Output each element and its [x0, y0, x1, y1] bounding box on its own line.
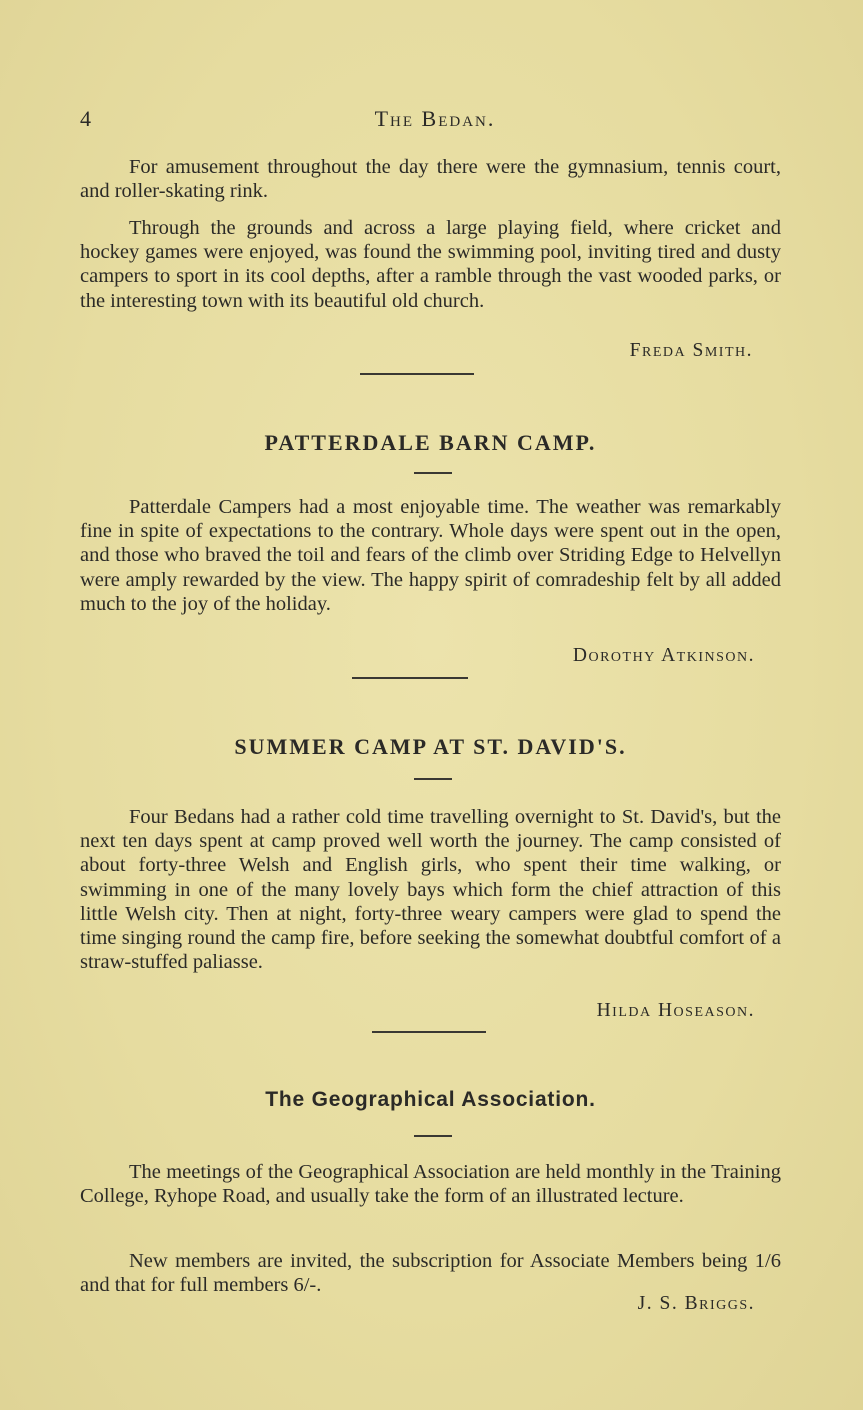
heading-underline: [414, 1135, 452, 1137]
journal-title: The Bedan.: [374, 106, 496, 131]
geographical-paragraph-1: The meetings of the Geographical Association are held monthly in the Training College, Ryhope Road, and usually take the form of an illustrated lecture.: [80, 1161, 781, 1208]
heading-underline: [414, 778, 452, 780]
patterdale-paragraph: Patterdale Campers had a most enjoyable time. The weather was remarkably fine in spite of expectations to the contrary. Whole days were spent out in the open, and those who braved the toil and fears of the climb over Striding Edge to Helvellyn were amply rewarded by the view. The happy spirit of comradeship felt by all added much to the joy of the holiday.: [80, 496, 781, 615]
geographical-paragraph-2: New members are invited, the subscription for Associate Members being 1/6 and that for full members 6/-.: [80, 1250, 781, 1297]
page-number: 4: [80, 106, 91, 131]
signature-j-s-briggs: J. S. Briggs.: [637, 1293, 755, 1314]
heading-underline: [414, 472, 452, 474]
heading-st-davids: SUMMER CAMP AT ST. DAVID'S.: [234, 734, 627, 759]
section-divider: [360, 373, 474, 375]
section-divider: [372, 1031, 486, 1033]
signature-dorothy-atkinson: Dorothy Atkinson.: [572, 645, 755, 666]
signature-hilda-hoseason: Hilda Hoseason.: [596, 1000, 755, 1021]
heading-geographical-association: The Geographical Association.: [265, 1088, 596, 1111]
section-divider: [352, 677, 468, 679]
intro-paragraph-1: For amusement throughout the day there were the gymnasium, tennis court, and roller-skating rink.: [80, 156, 781, 203]
heading-patterdale: PATTERDALE BARN CAMP.: [264, 430, 597, 455]
running-head: [80, 106, 780, 136]
signature-freda-smith: Freda Smith.: [629, 340, 753, 361]
st-davids-paragraph: Four Bedans had a rather cold time travelling overnight to St. David's, but the next ten days spent at camp proved well worth the journey. The camp consisted of about forty-three Welsh and English girls, who spent their time walking, or swimming in one of the many lovely bays which form the chief attraction of this little Welsh city. Then at night, forty-three weary campers were glad to spend the time singing round the camp fire, before seeking the somewhat doubtful comfort of a straw-stuffed paliasse.: [80, 806, 781, 974]
intro-paragraph-2: Through the grounds and across a large playing field, where cricket and hockey games were enjoyed, was found the swimming pool, inviting tired and dusty campers to sport in its cool depths, after a ramble through the vast wooded parks, or the interesting town with its beautiful old church.: [80, 217, 781, 312]
